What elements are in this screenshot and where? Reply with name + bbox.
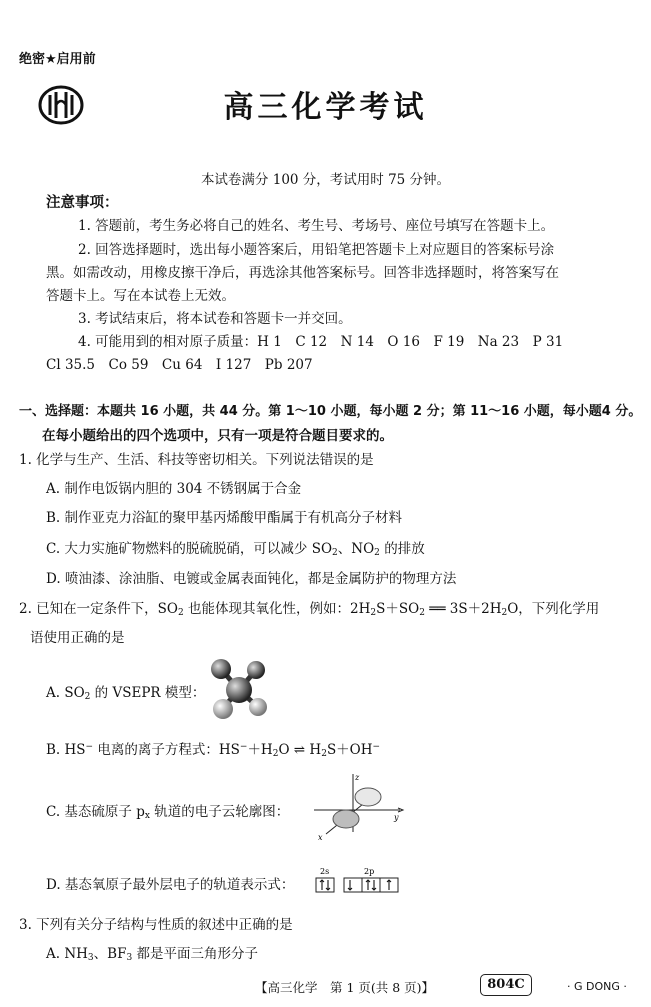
label-2p: 2p bbox=[364, 867, 375, 876]
q1-option-a: A. 制作电饭锅内胆的 304 不锈钢属于合金 bbox=[46, 481, 302, 497]
q2-option-d: D. 基态氧原子最外层电子的轨道表示式： bbox=[46, 877, 295, 893]
exam-title: 高三化学考试 bbox=[223, 90, 428, 125]
q1-option-d: D. 喷油漆、涂油脂、电镀或金属表面钝化，都是金属防护的物理方法 bbox=[46, 571, 457, 587]
note-1: 1. 答题前，考生务必将自己的姓名、考生号、考场号、座位号填写在答题卡上。 bbox=[78, 218, 555, 234]
notes-heading: 注意事项： bbox=[46, 195, 119, 211]
section-1-header: 一、选择题：本题共 16 小题，共 44 分。第 1～10 小题，每小题 2 分；第 11～16 小题，每小题4 分。 bbox=[19, 404, 642, 419]
q1-stem: 1. 化学与生产、生活、科技等密切相关。下列说法错误的是 bbox=[19, 452, 374, 468]
q2-option-c: C. 基态硫原子 $p_x$ 轨道的电子云轮廓图： bbox=[46, 804, 290, 821]
vsepr-model-icon bbox=[208, 656, 270, 722]
q2-option-b: B. HS− 电离的离子方程式：$HS^-+H_2O$ ⇌ $H_2S+OH^-$ bbox=[46, 742, 381, 759]
confidential-label: 绝密★启用前 bbox=[19, 52, 96, 67]
label-2s: 2s bbox=[320, 867, 330, 876]
exam-intro: 本试卷满分 100 分，考试用时 75 分钟。 bbox=[200, 172, 451, 188]
section-1-instruction: 在每小题给出的四个选项中，只有一项是符合题目要求的。 bbox=[42, 428, 393, 444]
q2-stem-cont: 语使用正确的是 bbox=[30, 630, 125, 646]
note-2-line-1: 2. 回答选择题时，选出每小题答案后，用铅笔把答题卡上对应题目的答案标号涂 bbox=[78, 242, 555, 258]
note-4-line-2: Cl 35.5 Co 59 Cu 64 I 127 Pb 207 bbox=[46, 357, 313, 373]
axis-x-label: x bbox=[318, 833, 323, 842]
q3-stem: 3. 下列有关分子结构与性质的叙述中正确的是 bbox=[19, 917, 293, 933]
page-number-label: 【高三化学 第 1 页(共 8 页)】 bbox=[255, 980, 435, 995]
axis-y-label: y bbox=[394, 813, 399, 822]
q1-option-b: B. 制作亚克力浴缸的聚甲基丙烯酸甲酯属于有机高分子材料 bbox=[46, 510, 403, 526]
q2-stem: 2. 已知在一定条件下，$SO_2$ 也能体现其氧化性，例如：$2H_2S+SO_2$ ══ $3S+2H_2O$，下列化学用 bbox=[19, 601, 600, 618]
note-2-line-2: 黑。如需改动，用橡皮擦干净后，再选涂其他答案标号。回答非选择题时，将答案写在 bbox=[46, 265, 559, 281]
q1-option-c: C. 大力实施矿物燃料的脱硫脱硝，可以减少 $SO_2$、$NO_2$ 的排放 bbox=[46, 541, 425, 558]
note-2-line-3: 答题卡上。写在本试卷上无效。 bbox=[46, 288, 235, 304]
orbital-diagram bbox=[314, 865, 404, 895]
q3-option-a: A. $NH_3$、$BF_3$ 都是平面三角形分子 bbox=[46, 946, 258, 963]
brand-label: · G DONG · bbox=[567, 980, 627, 993]
p-orbital-diagram bbox=[308, 770, 408, 842]
axis-z-label: z bbox=[355, 773, 360, 782]
q2-option-a: A. $SO_2$ 的 VSEPR 模型： bbox=[46, 685, 206, 702]
note-4-line-1: 4. 可能用到的相对原子质量：H 1 C 12 N 14 O 16 F 19 Na 23 P 31 bbox=[78, 334, 564, 350]
note-3: 3. 考试结束后，将本试卷和答题卡一并交回。 bbox=[78, 311, 352, 327]
paper-code: 804C bbox=[480, 974, 532, 996]
